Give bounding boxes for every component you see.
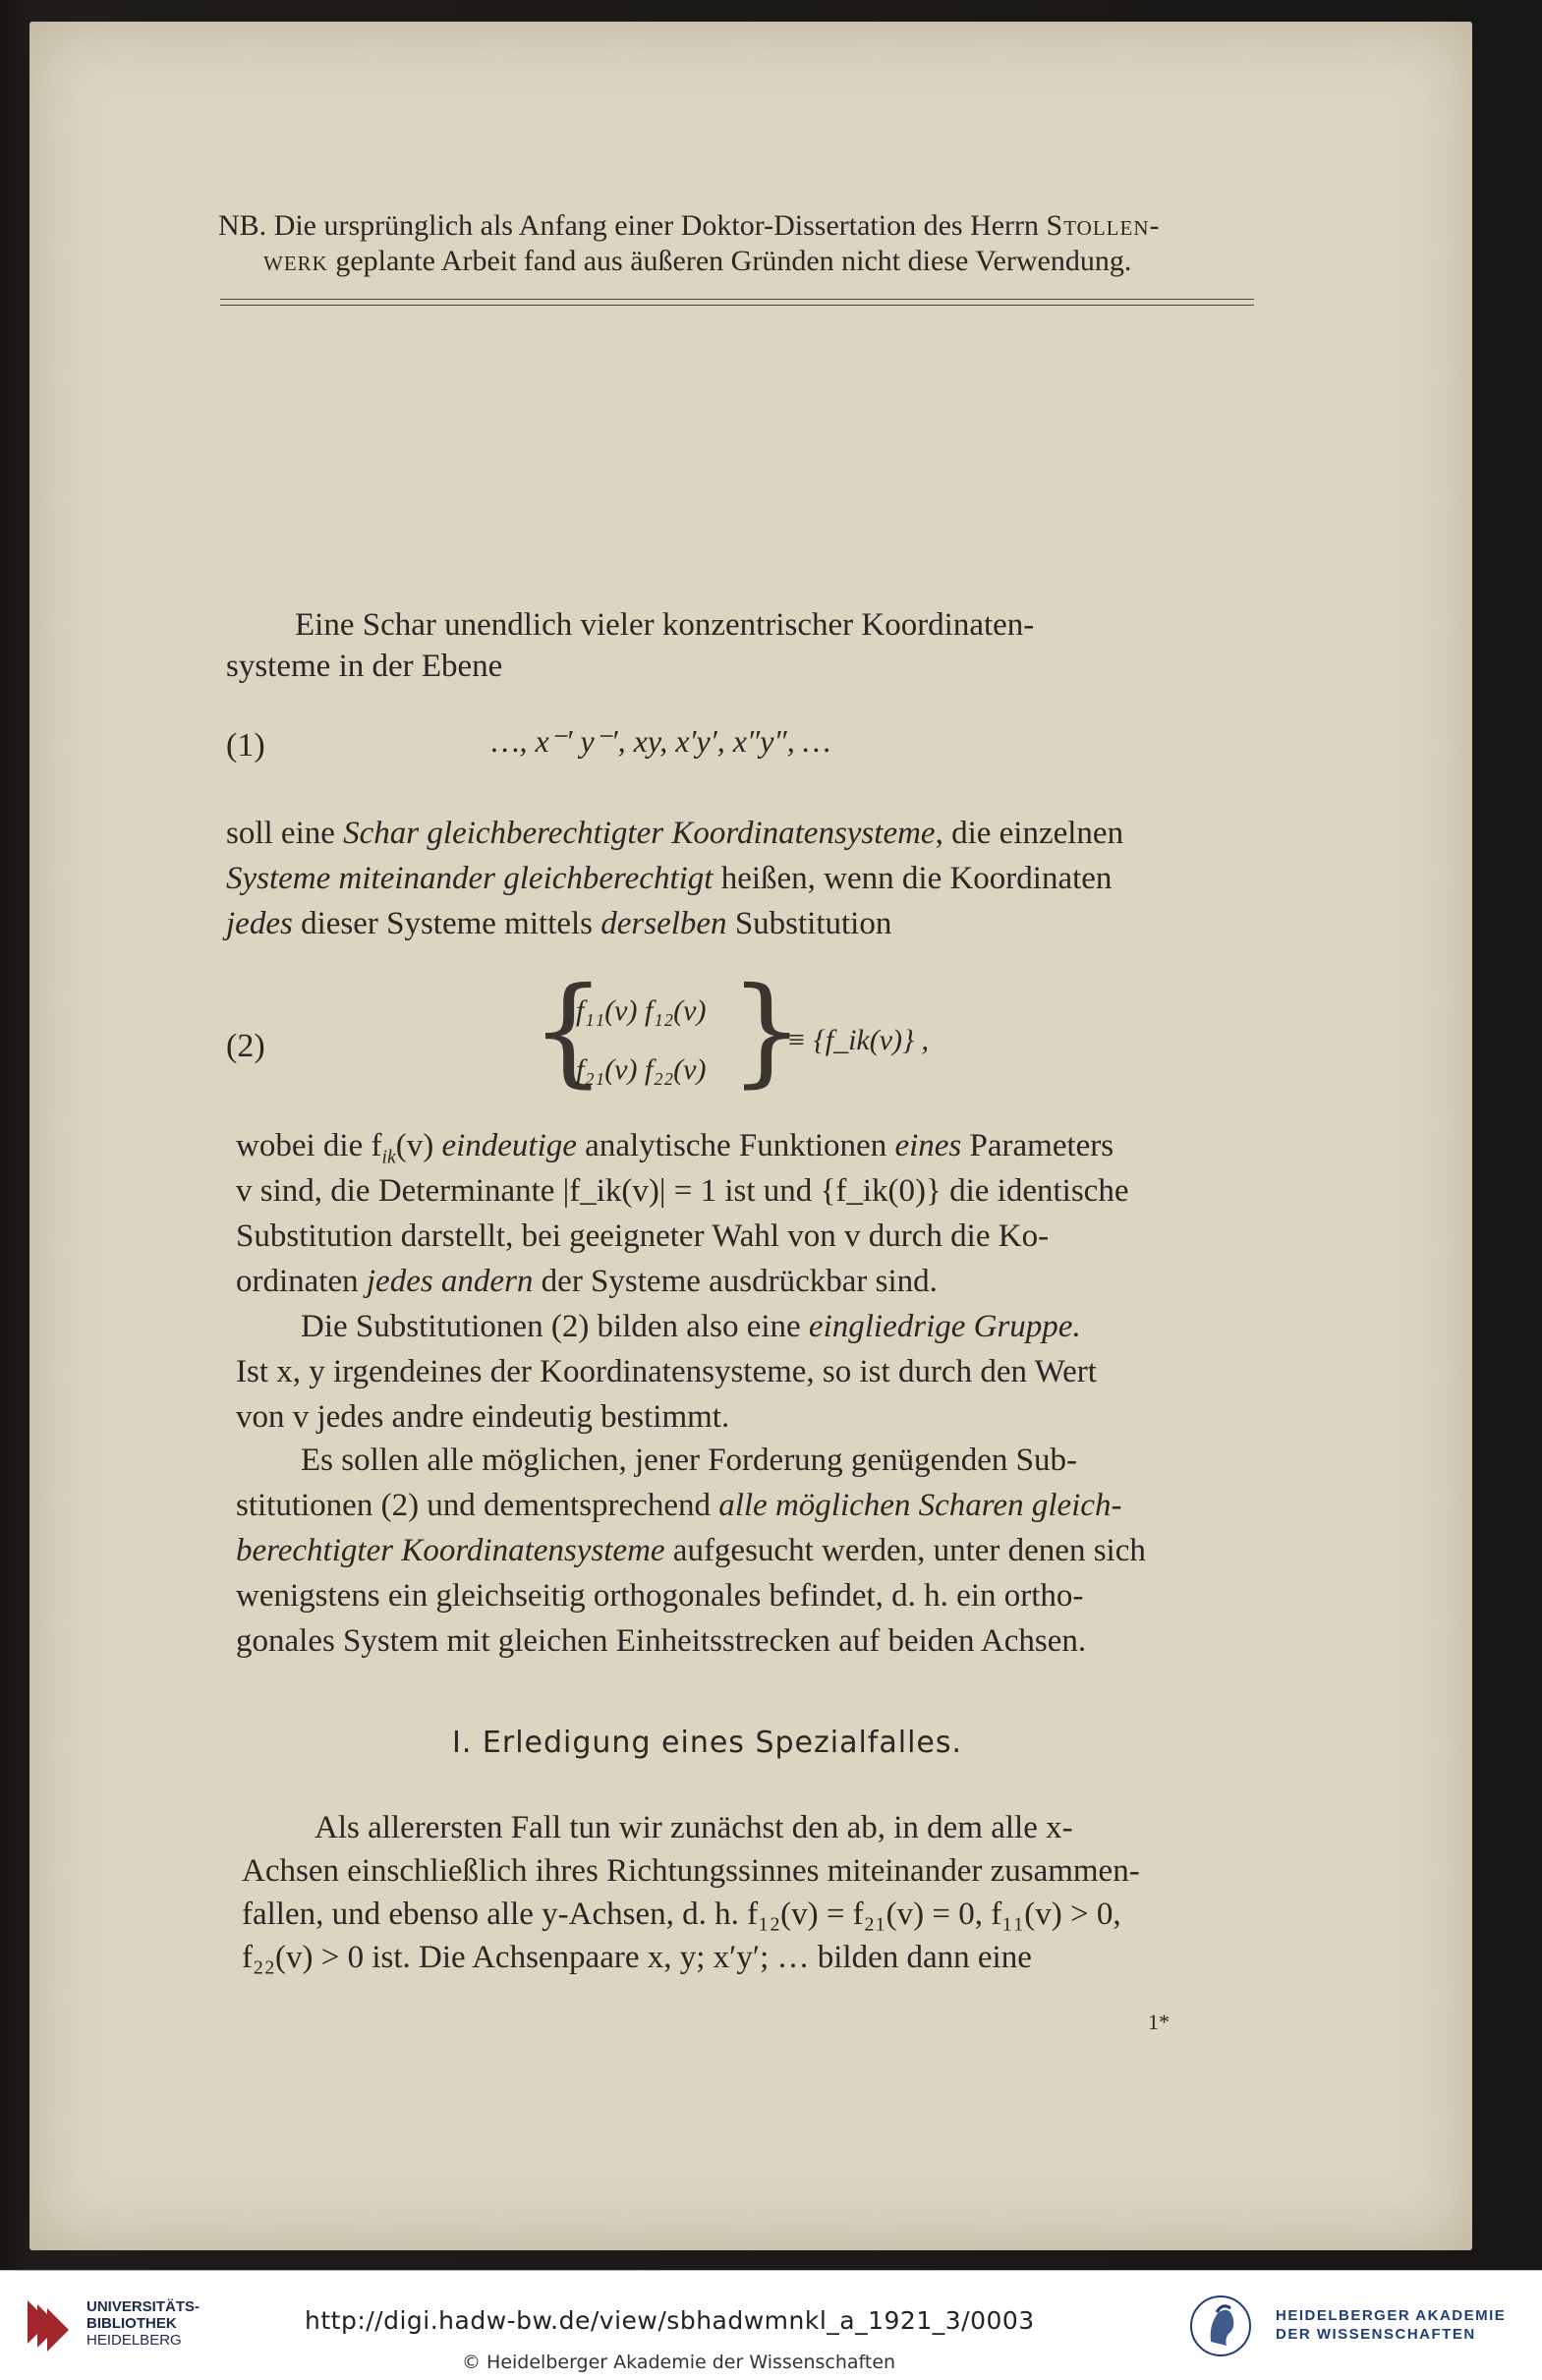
para3-line-3: von v jedes andre eindeutig bestimmt. xyxy=(236,1399,730,1435)
scanned-page xyxy=(29,22,1472,2250)
para3-line-2: Ist x, y irgendeines der Koordinatensysteme, so ist durch den Wert xyxy=(236,1354,1097,1389)
para4-line-1: Es sollen alle möglichen, jener Forderung genügenden Sub- xyxy=(301,1443,1077,1478)
para4-line-3: berechtigter Koordinatensysteme aufgesucht werden, unter denen sich xyxy=(236,1533,1146,1568)
permalink-url[interactable]: http://digi.hadw-bw.de/view/sbhadwmnkl_a_1921_3/0003 xyxy=(305,2306,1035,2335)
matrix-left-bracket: { xyxy=(531,963,606,1100)
academy-name: HEIDELBERGER AKADEMIE DER WISSENSCHAFTEN xyxy=(1276,2307,1507,2343)
matrix-row-2: f₂₁(v) f₂₂(v) xyxy=(576,1053,707,1086)
equation-2-number: (2) xyxy=(226,1028,265,1064)
para4-line-5: gonales System mit gleichen Einheitsstrecken auf beiden Achsen. xyxy=(236,1623,1087,1659)
author-name-part2: werk xyxy=(263,245,328,277)
para1-line-1: soll eine Schar gleichberechtigter Koordinatensysteme, die einzelnen xyxy=(226,816,1124,851)
equation-1: …, x⁻′ y⁻′, xy, x′y′, x″y″, … xyxy=(491,723,831,759)
page-signature: 1* xyxy=(1148,2010,1170,2034)
equation-2-rhs: ≡ {f_ik(v)} , xyxy=(786,1024,930,1056)
para1-line-3: jedes dieser Systeme mittels derselben Substitution xyxy=(226,906,892,941)
copyright-text: © Heidelberger Akademie der Wissenschaften xyxy=(462,2352,896,2373)
university-library-logo-icon xyxy=(24,2296,75,2355)
note-line-2 xyxy=(263,242,1131,281)
matrix-right-bracket: } xyxy=(729,963,805,1100)
note-text-2: geplante Arbeit fand aus äußeren Gründen nicht diese Verwendung. xyxy=(327,245,1132,277)
university-library-name: UNIVERSITÄTS- BIBLIOTHEK HEIDELBERG xyxy=(86,2298,200,2349)
para2-line-2: v sind, die Determinante |f_ik(v)| = 1 ist und {f_ik(0)} die identische xyxy=(236,1173,1129,1209)
intro-line-1: Eine Schar unendlich vieler konzentrischer Koordinaten- xyxy=(295,607,1035,643)
para1-line-2: Systeme miteinander gleichberechtigt heißen, wenn die Koordinaten xyxy=(226,861,1113,896)
para5-line-2: Achsen einschließlich ihres Richtungssinnes miteinander zusammen- xyxy=(242,1853,1140,1889)
para5-line-4: f₂₂(v) > 0 ist. Die Achsenpaare x, y; x′y′; … bilden dann eine xyxy=(242,1940,1032,1975)
note-rule-2 xyxy=(220,305,1254,306)
footer-bar xyxy=(0,2270,1542,2380)
author-name-part1: Stollen- xyxy=(1046,209,1161,242)
para5-line-1: Als allerersten Fall tun wir zunächst den ab, in dem alle x- xyxy=(314,1810,1073,1845)
section-heading: I. Erledigung eines Spezialfalles. xyxy=(452,1726,963,1760)
para4-line-4: wenigstens ein gleichseitig orthogonales befindet, d. h. ein ortho- xyxy=(236,1578,1084,1614)
note-line-1 xyxy=(218,206,1160,246)
academy-athena-logo-icon xyxy=(1189,2295,1252,2357)
para3-line-1: Die Substitutionen (2) bilden also eine eingliedrige Gruppe. xyxy=(301,1309,1081,1344)
equation-1-number: (1) xyxy=(226,727,265,764)
note-text: NB. Die ursprünglich als Anfang einer Doktor-Dissertation des Herrn xyxy=(218,209,1047,242)
para2-line-4: ordinaten jedes andern der Systeme ausdrückbar sind. xyxy=(236,1264,938,1299)
intro-line-2: systeme in der Ebene xyxy=(226,649,503,684)
para2-line-1: wobei die $f_{ik}(v)$ eindeutige analytische Funktionen eines Parameters xyxy=(236,1128,1114,1168)
note-rule-1 xyxy=(220,299,1254,300)
para2-line-3: Substitution darstellt, bei geeigneter Wahl von v durch die Ko- xyxy=(236,1218,1050,1254)
matrix-row-1: f₁₁(v) f₁₂(v) xyxy=(576,994,707,1027)
para5-line-3: fallen, und ebenso alle y-Achsen, d. h. f₁₂(v) = f₂₁(v) = 0, f₁₁(v) > 0, xyxy=(242,1897,1121,1932)
para4-line-2: stitutionen (2) und dementsprechend alle möglichen Scharen gleich- xyxy=(236,1488,1122,1523)
